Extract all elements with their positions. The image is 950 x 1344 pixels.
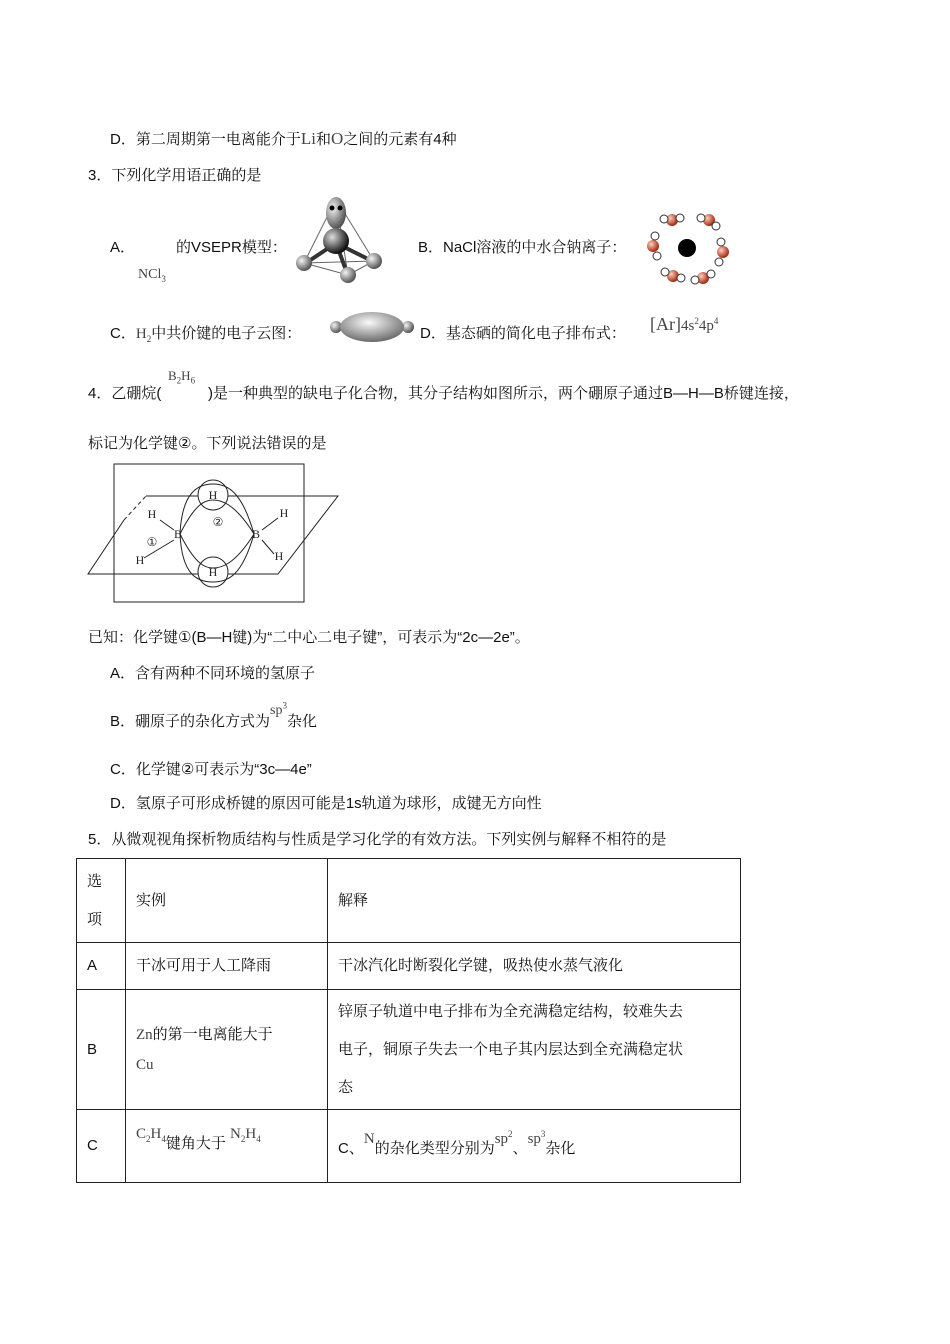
h2-formula <box>136 326 151 342</box>
row-c-example-text: 键角大于 <box>165 1134 226 1152</box>
sp2-text: sp <box>494 1130 509 1147</box>
terminal-h-2: H <box>135 553 145 567</box>
o-symbol: O <box>330 129 344 148</box>
sp3-text: sp <box>270 703 283 718</box>
boron-left: B <box>173 527 183 541</box>
row-c-example <box>126 1110 328 1183</box>
li-symbol: Li <box>300 129 316 148</box>
c2h4-h: H <box>150 1125 162 1142</box>
q4-option-a: A．含有两种不同环境的氢原子 <box>110 665 316 682</box>
q4-option-c: C．化学键②可表示为“3c—4e” <box>110 761 312 778</box>
q4-stem-post: )是一种典型的缺电子化合物，其分子结构如图所示，两个硼原子通过B—H—B桥键连接， <box>208 385 799 402</box>
q4-known: 已知：化学键①(B—H键)为“二中心二电子键”，可表示为“2c—2e”。 <box>88 629 530 646</box>
row-b-example <box>126 990 328 1110</box>
ncl-text: NCl <box>138 267 162 282</box>
row-c-explanation <box>328 1110 741 1183</box>
h2-sub: 2 <box>146 334 152 344</box>
n2h4-n-sub: 2 <box>240 1133 246 1144</box>
row-b-expl-line3: 态 <box>338 1078 354 1096</box>
sp2-sup: 2 <box>508 1128 513 1139</box>
q4-b-post: 杂化 <box>286 713 317 730</box>
header-option-1: 选 <box>87 872 103 890</box>
config-4s-sup: 2 <box>694 316 699 326</box>
row-c-key: C <box>77 1110 126 1183</box>
row-a-explanation: 干冰汽化时断裂化学键，吸热使水蒸气液化 <box>328 943 741 990</box>
q4-stem-2: 标记为化学键②。下列说法错误的是 <box>88 435 327 452</box>
header-example: 实例 <box>126 859 328 943</box>
config-4p-sup: 4 <box>713 316 719 326</box>
vsepr-model-image <box>292 193 388 285</box>
q3-a-label: A． <box>110 239 136 256</box>
terminal-h-1: H <box>147 507 157 521</box>
sp3-sup: 3 <box>282 700 287 711</box>
h2-h: H <box>135 326 147 342</box>
config-4p: 4p <box>698 318 714 334</box>
table-row <box>77 990 741 1110</box>
q4-option-b <box>110 700 317 731</box>
se-electron-config <box>650 314 718 335</box>
terminal-h-4: H <box>274 549 284 563</box>
bond-label-2: ② <box>212 515 224 529</box>
c2h4-c-sub: 2 <box>146 1133 151 1144</box>
q3-a-text: 的VSEPR模型： <box>176 239 287 256</box>
q3-d-text: D．基态硒的简化电子排布式： <box>420 325 626 342</box>
c2h4-c: C <box>136 1125 147 1142</box>
bridge-h-bottom: H <box>208 565 218 579</box>
c2h4-h-sub: 4 <box>161 1133 166 1144</box>
n2h4-n: N <box>230 1125 241 1142</box>
zn-symbol: Zn <box>136 1026 153 1043</box>
row-c-expl-mid: 的杂化类型分别为 <box>374 1139 495 1157</box>
row-c-expl-post: 杂化 <box>545 1139 576 1157</box>
ncl3-formula <box>138 267 166 284</box>
q2-option-d <box>110 128 457 149</box>
sp3-sup-c: 3 <box>540 1128 546 1139</box>
b2h6-h: H <box>181 368 191 383</box>
b2h6-formula <box>168 368 195 386</box>
table-row <box>77 1110 741 1183</box>
b2h6-h-sub: 6 <box>190 375 196 386</box>
q3-c-text: 中共价键的电子云图： <box>151 325 302 342</box>
table-header-row <box>77 859 741 943</box>
table-row <box>77 943 741 990</box>
q4-stem-pre: 4．乙硼烷( <box>88 385 162 402</box>
q5-stem: 5．从微观视角探析物质结构与性质是学习化学的有效方法。下列实例与解释不相符的是 <box>88 831 667 848</box>
electron-cloud-image <box>328 310 416 344</box>
terminal-h-3: H <box>279 506 289 520</box>
row-a-example: 干冰可用于人工降雨 <box>126 943 328 990</box>
row-c-expl-sep: 、 <box>512 1139 528 1157</box>
config-4s: 4s <box>680 318 695 334</box>
header-option-2: 项 <box>87 910 103 928</box>
q5-table <box>76 858 741 1183</box>
b2h6-b-sub: 2 <box>176 375 182 386</box>
row-b-example-text: 的第一电离能大于 <box>152 1025 273 1043</box>
q2d-and: 和 <box>315 131 331 148</box>
q3-c-label: C． <box>110 325 136 342</box>
q4-option-d: D．氢原子可形成桥键的原因可能是1s轨道为球形，成键无方向性 <box>110 795 542 812</box>
bridge-h-top: H <box>208 488 218 502</box>
q3-b-text: B．NaCl溶液的中水合钠离子： <box>418 239 627 256</box>
q3-stem: 3．下列化学用语正确的是 <box>88 167 262 184</box>
q2d-text: D．第二周期第一电离能介于 <box>110 131 301 148</box>
n2h4-h: H <box>245 1125 257 1142</box>
row-b-expl-line1: 锌原子轨道中电子排布为全充满稳定结构，较难失去 <box>338 1002 684 1020</box>
row-a-key: A <box>77 943 126 990</box>
cu-symbol: Cu <box>136 1056 154 1073</box>
row-b-key: B <box>77 990 126 1110</box>
row-b-expl-line2: 电子，铜原子失去一个电子其内层达到全充满稳定状 <box>338 1040 684 1058</box>
ncl-sub: 3 <box>161 273 166 284</box>
q2d-post: 之间的元素有4种 <box>343 131 457 148</box>
row-c-expl-pre: C、 <box>338 1139 364 1157</box>
sp3-text-c: sp <box>527 1130 541 1147</box>
header-option <box>77 859 126 943</box>
n2h4-h-sub: 4 <box>256 1133 261 1144</box>
bond-label-1: ① <box>146 535 158 549</box>
q3-option-c <box>110 322 301 344</box>
q4-b-pre: B．硼原子的杂化方式为 <box>110 713 271 730</box>
row-b-explanation <box>328 990 741 1110</box>
hydrated-sodium-ion-image <box>643 210 733 286</box>
diborane-structure-diagram <box>86 462 342 606</box>
boron-right: B <box>251 527 261 541</box>
b2h6-b: B <box>168 368 177 383</box>
ar-core: [Ar] <box>650 314 681 334</box>
header-explanation: 解释 <box>328 859 741 943</box>
row-c-expl-n: N <box>363 1130 375 1147</box>
